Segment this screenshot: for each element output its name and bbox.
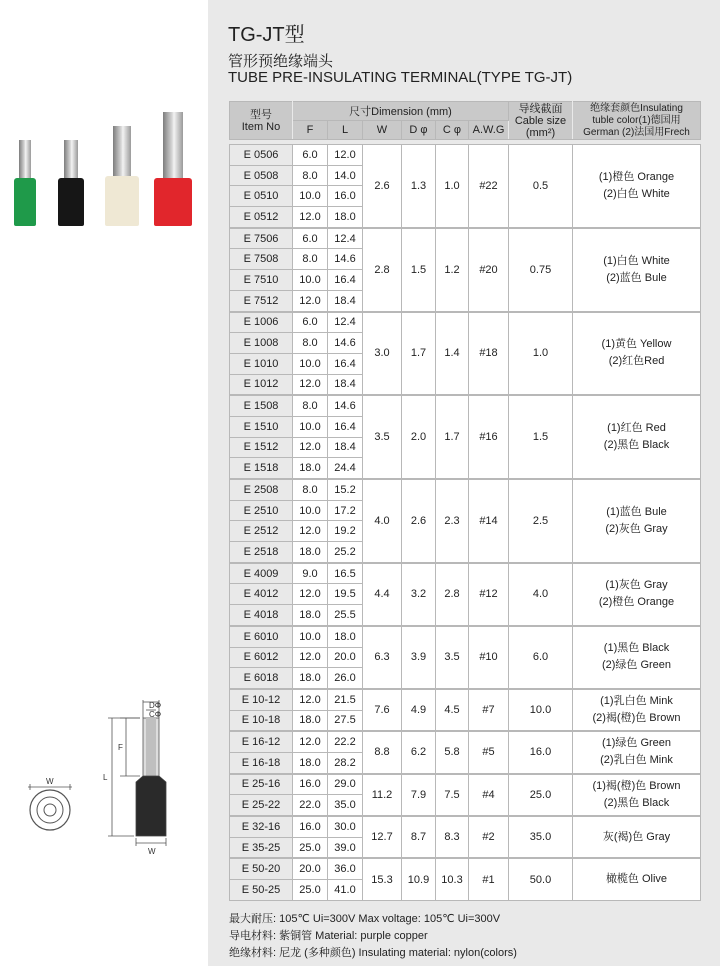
cable-size: 10.0: [509, 689, 573, 730]
color-option-1: (1)绿色 Green: [601, 737, 672, 750]
dim-l: 27.5: [328, 710, 363, 731]
dim-l: 24.4: [328, 458, 363, 479]
spec-table: [229, 101, 701, 901]
color-option-2: (2)灰色 Gray: [605, 522, 668, 535]
item-number: E 6012: [230, 647, 293, 668]
dim-c: 3.5: [436, 626, 469, 688]
item-number: E 32-16: [230, 817, 293, 838]
color-option-1: (1)白色 White: [603, 254, 670, 267]
header-cable-cn: 导线截面: [518, 102, 563, 115]
page-title: TG-JT型: [228, 24, 305, 46]
cable-size: 16.0: [509, 732, 573, 773]
color-option-2: (2)红色Red: [608, 355, 665, 368]
cable-size: 0.75: [509, 228, 573, 311]
label-d-phi: DΦ: [149, 701, 162, 710]
label-l: L: [103, 773, 108, 782]
awg: #14: [469, 480, 509, 563]
color-option-1: (1)橙色 Orange: [598, 170, 675, 183]
dim-f: 10.0: [293, 500, 328, 521]
dim-d: 8.7: [402, 817, 436, 858]
color-option-2: (2)橙色 Orange: [598, 596, 675, 609]
table-row: [230, 228, 701, 249]
table-row: [230, 817, 701, 838]
dim-f: 8.0: [293, 165, 328, 186]
color-option-1: 橄榄色 Olive: [605, 873, 668, 886]
table-row: [230, 689, 701, 710]
dim-f: 10.0: [293, 270, 328, 291]
table-row: [230, 396, 701, 417]
cable-size: 2.5: [509, 480, 573, 563]
dim-l: 16.4: [328, 270, 363, 291]
item-number: E 35-25: [230, 837, 293, 858]
dim-d: 2.6: [402, 480, 436, 563]
color-option-1: (1)乳白色 Mink: [600, 695, 673, 708]
dim-f: 10.0: [293, 626, 328, 647]
dim-f: 16.0: [293, 774, 328, 795]
insulation-color: [573, 859, 701, 900]
item-number: E 50-25: [230, 880, 293, 901]
item-number: E 0510: [230, 186, 293, 207]
awg: #10: [469, 626, 509, 688]
insulation-color: [573, 626, 701, 688]
dim-w: 8.8: [363, 732, 402, 773]
dim-d: 1.5: [402, 228, 436, 311]
insulation-color: [573, 817, 701, 858]
item-number: E 7508: [230, 249, 293, 270]
dim-l: 20.0: [328, 647, 363, 668]
color-option-1: (1)黄色 Yellow: [601, 338, 672, 351]
cable-size: 50.0: [509, 859, 573, 900]
item-number: E 16-18: [230, 752, 293, 773]
item-number: E 1012: [230, 374, 293, 395]
item-number: E 1010: [230, 353, 293, 374]
dim-l: 18.0: [328, 626, 363, 647]
dim-f: 12.0: [293, 374, 328, 395]
dim-f: 8.0: [293, 396, 328, 417]
dim-f: 18.0: [293, 668, 328, 689]
item-number: E 4012: [230, 584, 293, 605]
item-number: E 6010: [230, 626, 293, 647]
table-row: [230, 480, 701, 501]
dim-l: 41.0: [328, 880, 363, 901]
table-row: [230, 312, 701, 333]
dim-c: 5.8: [436, 732, 469, 773]
header-color-3: German (2)法国用Frech: [583, 126, 690, 138]
header-cable: [509, 102, 573, 140]
item-number: E 1006: [230, 312, 293, 333]
item-number: E 1508: [230, 396, 293, 417]
dim-w: 2.8: [363, 228, 402, 311]
color-option-2: (2)乳白色 Mink: [600, 754, 673, 767]
green-terminal-image: [14, 140, 36, 226]
dim-l: 16.4: [328, 416, 363, 437]
dim-l: 36.0: [328, 859, 363, 880]
item-number: E 7506: [230, 228, 293, 249]
dim-w: 4.0: [363, 480, 402, 563]
color-option-2: (2)绿色 Green: [601, 659, 672, 672]
insulation-color: [573, 689, 701, 730]
header-cable-en: Cable size: [514, 114, 567, 127]
header-item: [230, 102, 293, 140]
label-f: F: [118, 743, 123, 752]
dim-d: 6.2: [402, 732, 436, 773]
dim-d: 4.9: [402, 689, 436, 730]
dim-f: 12.0: [293, 437, 328, 458]
dim-w: 4.4: [363, 563, 402, 625]
label-c-phi: CΦ: [149, 710, 162, 719]
item-number: E 0506: [230, 145, 293, 166]
dim-l: 12.0: [328, 145, 363, 166]
dim-f: 8.0: [293, 480, 328, 501]
item-number: E 1518: [230, 458, 293, 479]
dim-c: 7.5: [436, 774, 469, 815]
color-option-1: (1)灰色 Gray: [605, 579, 668, 592]
dim-f: 18.0: [293, 710, 328, 731]
left-panel: [0, 0, 208, 966]
dim-w: 3.5: [363, 396, 402, 479]
terminal-technical-drawing: [0, 690, 208, 856]
dim-w: 7.6: [363, 689, 402, 730]
color-option-1: (1)黑色 Black: [603, 642, 670, 655]
header-awg: A.W.G: [469, 121, 509, 140]
dim-l: 14.6: [328, 396, 363, 417]
table-row: [230, 626, 701, 647]
dim-l: 25.5: [328, 605, 363, 626]
table-row: [230, 774, 701, 795]
header-item-cn: 型号: [250, 108, 272, 121]
item-number: E 6018: [230, 668, 293, 689]
subtitle-chinese: 管形预绝缘端头: [228, 53, 334, 70]
dim-f: 10.0: [293, 353, 328, 374]
item-number: E 10-12: [230, 689, 293, 710]
item-number: E 2510: [230, 500, 293, 521]
dim-d: 7.9: [402, 774, 436, 815]
dim-l: 28.2: [328, 752, 363, 773]
dim-f: 25.0: [293, 880, 328, 901]
cable-size: 4.0: [509, 563, 573, 625]
insulation-color: [573, 228, 701, 311]
insulation-color: [573, 145, 701, 228]
dim-l: 14.6: [328, 249, 363, 270]
dim-l: 25.2: [328, 542, 363, 563]
awg: #7: [469, 689, 509, 730]
dim-l: 29.0: [328, 774, 363, 795]
item-number: E 7510: [230, 270, 293, 291]
dim-w: 3.0: [363, 312, 402, 395]
item-number: E 4018: [230, 605, 293, 626]
dim-w: 2.6: [363, 145, 402, 228]
label-w-front: W: [148, 847, 156, 856]
dim-l: 19.2: [328, 521, 363, 542]
dim-f: 10.0: [293, 416, 328, 437]
dim-l: 18.4: [328, 374, 363, 395]
awg: #1: [469, 859, 509, 900]
dim-l: 30.0: [328, 817, 363, 838]
awg: #2: [469, 817, 509, 858]
color-option-1: (1)蓝色 Bule: [606, 505, 667, 518]
header-c: C φ: [436, 121, 469, 140]
item-number: E 0508: [230, 165, 293, 186]
footer-voltage: 最大耐压: 105℃ Ui=300V Max voltage: 105℃ Ui=300V: [229, 913, 501, 925]
dim-d: 10.9: [402, 859, 436, 900]
subtitle-english: TUBE PRE-INSULATING TERMINAL(TYPE TG-JT): [228, 69, 573, 86]
dim-d: 1.7: [402, 312, 436, 395]
color-option-2: (2)白色 White: [603, 187, 670, 200]
dim-f: 12.0: [293, 732, 328, 753]
dim-f: 20.0: [293, 859, 328, 880]
cable-size: 1.0: [509, 312, 573, 395]
dim-f: 22.0: [293, 795, 328, 816]
awg: #20: [469, 228, 509, 311]
item-number: E 2518: [230, 542, 293, 563]
cable-size: 6.0: [509, 626, 573, 688]
dim-l: 35.0: [328, 795, 363, 816]
dim-w: 12.7: [363, 817, 402, 858]
item-number: E 2512: [230, 521, 293, 542]
dim-f: 6.0: [293, 145, 328, 166]
header-color-1: 绝缘套颜色Insulating: [590, 102, 683, 114]
dim-f: 18.0: [293, 605, 328, 626]
header-d: D φ: [402, 121, 436, 140]
dim-c: 1.0: [436, 145, 469, 228]
item-number: E 7512: [230, 290, 293, 311]
header-w: W: [363, 121, 402, 140]
awg: #16: [469, 396, 509, 479]
awg: #5: [469, 732, 509, 773]
dim-l: 17.2: [328, 500, 363, 521]
color-option-1: (1)褐(橙)色 Brown: [592, 779, 681, 792]
awg: #12: [469, 563, 509, 625]
dim-l: 16.0: [328, 186, 363, 207]
color-option-2: (2)黑色 Black: [603, 796, 670, 809]
dim-d: 2.0: [402, 396, 436, 479]
dim-l: 18.4: [328, 290, 363, 311]
color-option-2: (2)黑色 Black: [603, 439, 670, 452]
dim-l: 22.2: [328, 732, 363, 753]
awg: #22: [469, 145, 509, 228]
dim-l: 18.4: [328, 437, 363, 458]
header-color: [573, 102, 701, 140]
table-row: [230, 732, 701, 753]
dim-l: 18.0: [328, 207, 363, 228]
insulation-color: [573, 774, 701, 815]
dim-f: 18.0: [293, 752, 328, 773]
dim-l: 26.0: [328, 668, 363, 689]
dim-f: 12.0: [293, 647, 328, 668]
item-number: E 1510: [230, 416, 293, 437]
table-row: [230, 859, 701, 880]
dim-c: 10.3: [436, 859, 469, 900]
dim-l: 16.5: [328, 563, 363, 584]
dim-d: 3.2: [402, 563, 436, 625]
dim-f: 8.0: [293, 333, 328, 354]
dim-d: 3.9: [402, 626, 436, 688]
cable-size: 1.5: [509, 396, 573, 479]
item-number: E 10-18: [230, 710, 293, 731]
table-row: [230, 145, 701, 166]
footer-material: 导电材料: 紫铜管 Material: purple copper: [229, 930, 428, 942]
awg: #18: [469, 312, 509, 395]
insulation-color: [573, 312, 701, 395]
header-cable-unit: (mm²): [525, 126, 556, 139]
dim-l: 12.4: [328, 228, 363, 249]
color-option-2: (2)褐(橙)色 Brown: [592, 712, 681, 725]
footer-insulation: 绝缘材料: 尼龙 (多种颜色) Insulating material: nylon(colors): [229, 947, 517, 959]
insulation-color: [573, 563, 701, 625]
color-option-1: 灰(褐)色 Gray: [602, 830, 671, 843]
dim-l: 15.2: [328, 480, 363, 501]
item-number: E 4009: [230, 563, 293, 584]
item-number: E 1008: [230, 333, 293, 354]
dim-f: 25.0: [293, 837, 328, 858]
item-number: E 25-16: [230, 774, 293, 795]
dim-l: 12.4: [328, 312, 363, 333]
dim-c: 8.3: [436, 817, 469, 858]
dim-l: 19.5: [328, 584, 363, 605]
insulation-color: [573, 396, 701, 479]
cream-terminal-image: [105, 126, 139, 226]
item-number: E 25-22: [230, 795, 293, 816]
dim-f: 12.0: [293, 689, 328, 710]
header-item-en: Item No: [241, 120, 281, 133]
dim-l: 14.6: [328, 333, 363, 354]
item-number: E 50-20: [230, 859, 293, 880]
black-terminal-image: [58, 140, 84, 226]
header-color-2: tuble color(1)德国用: [592, 114, 681, 126]
dim-w: 15.3: [363, 859, 402, 900]
dim-d: 1.3: [402, 145, 436, 228]
dim-f: 12.0: [293, 290, 328, 311]
item-number: E 16-12: [230, 732, 293, 753]
dim-f: 9.0: [293, 563, 328, 584]
dim-f: 8.0: [293, 249, 328, 270]
item-number: E 0512: [230, 207, 293, 228]
item-number: E 1512: [230, 437, 293, 458]
label-w-side: W: [46, 777, 54, 786]
header-l: L: [328, 121, 363, 140]
dim-c: 2.8: [436, 563, 469, 625]
dim-f: 6.0: [293, 312, 328, 333]
dim-c: 1.4: [436, 312, 469, 395]
dim-l: 21.5: [328, 689, 363, 710]
header-f: F: [293, 121, 328, 140]
dim-c: 1.2: [436, 228, 469, 311]
table-row: [230, 563, 701, 584]
dim-f: 12.0: [293, 207, 328, 228]
dim-f: 16.0: [293, 817, 328, 838]
dim-f: 12.0: [293, 521, 328, 542]
dim-c: 2.3: [436, 480, 469, 563]
dim-c: 1.7: [436, 396, 469, 479]
dim-l: 14.0: [328, 165, 363, 186]
dim-f: 10.0: [293, 186, 328, 207]
cable-size: 25.0: [509, 774, 573, 815]
insulation-color: [573, 480, 701, 563]
awg: #4: [469, 774, 509, 815]
cable-size: 0.5: [509, 145, 573, 228]
insulation-color: [573, 732, 701, 773]
dim-f: 18.0: [293, 458, 328, 479]
dim-f: 12.0: [293, 584, 328, 605]
dim-f: 6.0: [293, 228, 328, 249]
dim-f: 18.0: [293, 542, 328, 563]
dim-l: 39.0: [328, 837, 363, 858]
color-option-2: (2)蓝色 Bule: [606, 271, 667, 284]
cable-size: 35.0: [509, 817, 573, 858]
dim-w: 11.2: [363, 774, 402, 815]
color-option-1: (1)红色 Red: [607, 422, 666, 435]
header-dimension: 尺寸Dimension (mm): [293, 102, 509, 121]
dim-w: 6.3: [363, 626, 402, 688]
red-terminal-image: [154, 112, 192, 226]
item-number: E 2508: [230, 480, 293, 501]
dim-l: 16.4: [328, 353, 363, 374]
dim-c: 4.5: [436, 689, 469, 730]
